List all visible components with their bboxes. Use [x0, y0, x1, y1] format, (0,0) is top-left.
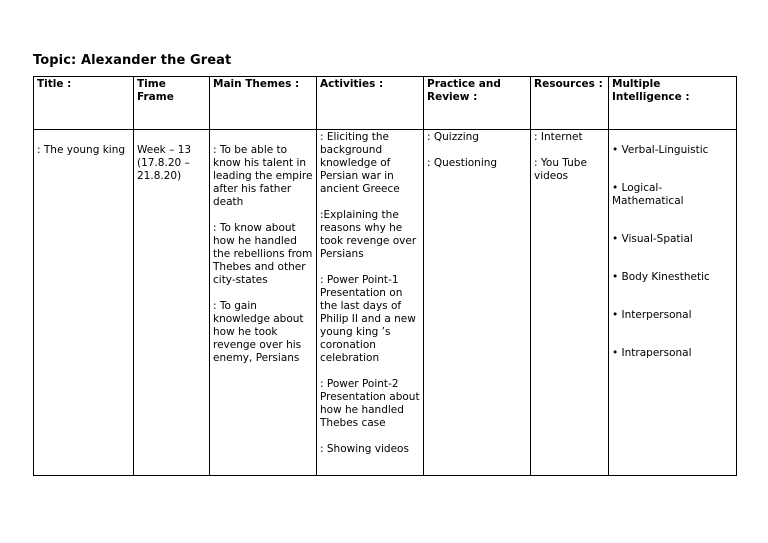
topic-heading: Topic: Alexander the Great [33, 53, 232, 68]
resource-item: : Internet [534, 131, 583, 143]
activity-item: : Power Point-1 Presentation on the last days of Philip II and a new young king ’s coronation celebration [320, 274, 416, 364]
theme-item: : To know about how he handled the rebellions from Thebes and other city-states [213, 222, 313, 286]
header-time-frame: Time Frame [134, 77, 210, 130]
practice-item: : Quizzing [427, 131, 479, 143]
cell-time-frame [134, 130, 210, 476]
intelligence-item: • Visual-Spatial [612, 233, 693, 245]
lesson-title: : The young king [37, 144, 126, 156]
intelligence-item: • Intrapersonal [612, 347, 692, 359]
cell-resources [531, 130, 609, 476]
header-multiple-intelligence: Multiple Intelligence : [609, 77, 737, 130]
content-row [34, 130, 737, 476]
cell-activities [317, 130, 424, 476]
cell-main-themes [210, 130, 317, 476]
activity-item: : Showing videos [320, 443, 409, 455]
header-main-themes: Main Themes : [210, 77, 317, 130]
header-title: Title : [34, 77, 134, 130]
cell-practice-review [424, 130, 531, 476]
theme-item: : To be able to know his talent in leading the empire after his father death [213, 144, 313, 208]
header-resources: Resources : [531, 77, 609, 130]
resource-item: : You Tube videos [534, 157, 587, 182]
activity-item: :Explaining the reasons why he took revenge over Persians [320, 209, 417, 260]
intelligence-item: • Logical-Mathematical [612, 182, 684, 207]
time-frame-value: Week – 13 (17.8.20 – 21.8.20) [137, 144, 192, 182]
activity-item: : Power Point-2 Presentation about how he handled Thebes case [320, 378, 420, 429]
theme-item: : To gain knowledge about how he took revenge over his enemy, Persians [213, 300, 304, 364]
activity-item: : Eliciting the background knowledge of Persian war in ancient Greece [320, 131, 400, 195]
practice-item: : Questioning [427, 157, 498, 169]
header-row [34, 77, 737, 130]
intelligence-item: • Interpersonal [612, 309, 692, 321]
lesson-plan-table [33, 76, 737, 476]
cell-multiple-intelligence [609, 130, 737, 476]
intelligence-item: • Body Kinesthetic [612, 271, 710, 283]
intelligence-item: • Verbal-Linguistic [612, 144, 709, 156]
cell-title [34, 130, 134, 476]
header-practice-review: Practice and Review : [424, 77, 531, 130]
header-activities: Activities : [317, 77, 424, 130]
